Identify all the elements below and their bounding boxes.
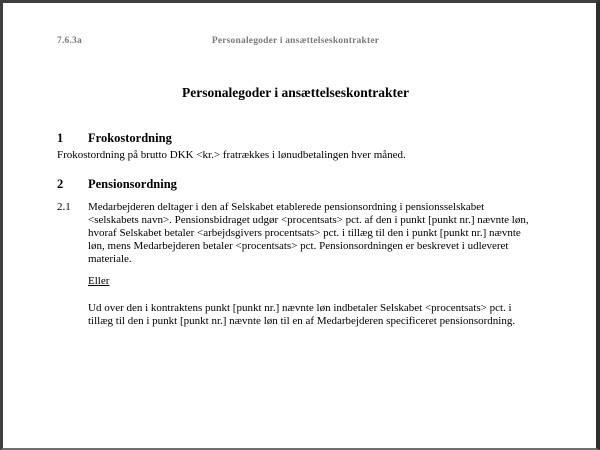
section-1-heading-text: Frokostordning [88, 131, 172, 145]
or-separator [88, 275, 534, 288]
section-1-number: 1 [57, 131, 64, 145]
section-frokostordning [57, 131, 534, 162]
clause-2-1 [57, 201, 534, 266]
section-pensionsordning [57, 177, 534, 328]
or-separator-label: Eller [88, 275, 110, 287]
section-1-paragraph: Frokostordning på brutto DKK <kr.> fratrækkes i lønudbetalingen hver måned. [57, 149, 406, 161]
section-1-heading [57, 131, 534, 146]
page-header [57, 36, 534, 49]
running-title: Personalegoder i ansættelseskontrakter [211, 36, 380, 46]
clause-2-1-text: Medarbejderen deltager i den af Selskabet etablerede pensionsordning i pensionsselskabet <selskabets navn>. Pensionsbidraget udgør <procentsats> pct. af den i punkt [punkt nr.] nævnte løn, hvoraf Selskabet betaler <arbejdsgivers procentsats> pct. i tillæg til den i punkt [punkt nr.] nævnte løn, mens Medarbejderen betaler <procentsats> pct. Pensionsordningen er beskrevet i udleveret materiale. [88, 201, 529, 265]
document-title: Personalegoder i ansættelseskontrakter [182, 85, 409, 100]
section-2-number: 2 [57, 177, 64, 191]
document-number: 7.6.3a [57, 36, 82, 46]
alternative-clause [88, 302, 534, 328]
document-content [3, 3, 596, 328]
section-2-heading-text: Pensionsordning [88, 177, 177, 191]
clause-2-1-number: 2.1 [57, 201, 71, 213]
alternative-clause-text: Ud over den i kontraktens punkt [punkt nr.] nævnte løn indbetaler Selskabet <procentsats> pct. i tillæg til den i punkt [punkt nr.] nævnte løn til en af Medarbejderen specificeret pensionsordning. [88, 302, 516, 327]
section-2-heading [57, 177, 534, 192]
